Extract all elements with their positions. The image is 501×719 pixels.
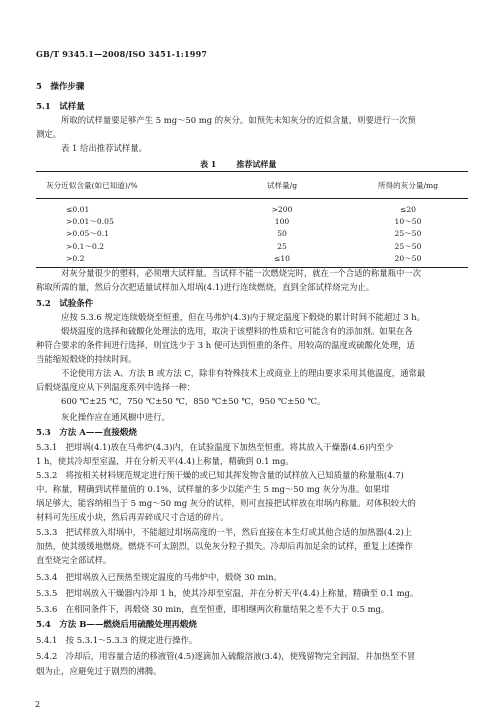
section-5-1-title: 5.1 试样量 bbox=[36, 102, 85, 112]
standard-header: GB/T 9345.1—2008/ISO 3451-1:1997 bbox=[36, 49, 208, 59]
table-row bbox=[36, 240, 468, 252]
table-number: 表 1 bbox=[200, 159, 217, 169]
column-header: 所得的灰分量/mg bbox=[348, 172, 468, 199]
table-cell: >200 bbox=[271, 204, 293, 214]
section-5-3-title: 5.3 方法 A——直接煅烧 bbox=[36, 428, 137, 438]
table-cell: >0.2 bbox=[36, 253, 216, 268]
column-header: 灰分近似含量(如已知道)/% bbox=[36, 172, 216, 199]
table-cell: >0.01～0.05 bbox=[66, 217, 114, 227]
column-header: 试样量/g bbox=[216, 172, 348, 199]
paragraph: 应按 5.3.6 规定连续煅烧至恒重，但在马弗炉(4.3)内于规定温度下煅烧的累计时间不能超过 3 h。 bbox=[61, 312, 426, 322]
paragraph: 当能缩短煅烧的持续时间。 bbox=[36, 354, 137, 364]
section-5-2-title: 5.2 试验条件 bbox=[36, 299, 94, 309]
table-cell: 10～50 bbox=[394, 217, 422, 227]
paragraph: 称取所需的量，然后分次把适量试样加入坩埚(4.1)进行连续燃烧，直到全部试样烧完为止。 bbox=[36, 282, 375, 292]
clause-5-3-6: 5.3.6 在相同条件下，再煅烧 30 min，直至恒重，即相继两次称量结果之差不大于 0.5 mg。 bbox=[36, 604, 390, 614]
table-caption bbox=[200, 159, 296, 170]
clause-5-3-4: 5.3.4 把坩埚放入已预热至规定温度的马弗炉中，煅烧 30 min。 bbox=[36, 572, 282, 582]
page-number: 2 bbox=[35, 700, 41, 709]
table-cell: 50 bbox=[277, 229, 287, 239]
paragraph: 灰化操作应在通风橱中进行。 bbox=[61, 412, 170, 422]
table-cell: 25 bbox=[277, 241, 287, 251]
paragraph: 煅烧温度的选择和硫酸化处理法的选用，取决于该塑料的性质和它可能含有的添加剂。如果在各 bbox=[61, 326, 413, 336]
paragraph: 中。称量，精确到试样量值的 0.1%，试样量的多少以能产生 5 mg～50 mg 灰分为准。如果坩 bbox=[36, 484, 390, 494]
paragraph: 对灰分量很少的塑料，必须增大试样量。当试样不能一次燃烧完时，就在一个合适的称量瓶中一次 bbox=[61, 268, 422, 278]
paragraph: 烟为止，应避免过于剧烈的沸腾。 bbox=[36, 666, 162, 676]
clause-5-4-2: 5.4.2 冷却后，用容量合适的移液管(4.5)逐滴加入硫酸溶液(3.4)，使残留物完全润湿，并加热至不冒 bbox=[36, 651, 416, 661]
paragraph: 直至烧完全部试样。 bbox=[36, 555, 112, 565]
paragraph: 表 1 给出推荐试样量。 bbox=[61, 143, 148, 153]
paragraph: 材料可先压成小块，然后再弄碎成尺寸合适的碎片。 bbox=[36, 512, 229, 522]
table-row bbox=[36, 199, 468, 216]
table-cell: ≤10 bbox=[216, 253, 348, 268]
table-title: 推荐试样量 bbox=[236, 159, 277, 169]
clause-5-3-5: 5.3.5 把坩埚放入干燥器内冷却 1 h，使其冷却至室温，并在分析天平(4.4)上称量，精确至 0.1 mg。 bbox=[36, 588, 419, 598]
paragraph: 测定。 bbox=[36, 129, 62, 139]
section-5-4-title: 5.4 方法 B——燃烧后用硫酸处理再煅烧 bbox=[36, 620, 197, 630]
table-cell: 20～50 bbox=[348, 253, 468, 268]
clause-5-3-1: 5.3.1 把坩埚(4.1)放在马弗炉(4.3)内，在试验温度下加热至恒重。将其放入干燥器(4.6)内至少 bbox=[36, 442, 394, 452]
paragraph: 不论使用方法 A、方法 B 或方法 C，除非有特殊技术上或商业上的理由要求采用其他温度，通常最 bbox=[61, 368, 426, 378]
table-cell: 25～50 bbox=[394, 241, 422, 251]
paragraph: 后煅烧温度应从下列温度系列中选择一种： bbox=[36, 382, 196, 392]
table-cell: ≤20 bbox=[399, 204, 417, 214]
paragraph: 埚足够大，能容纳相当于 5 mg～50 mg 灰分的试样，则可直接把试样放在坩埚内称量。对体积较大的 bbox=[36, 498, 416, 508]
table-row bbox=[36, 228, 468, 240]
paragraph: 加热，使其缓缓地燃烧。燃烧不可太剧烈，以免灰分粒子损失。冷却后再加足余的试样，重复上述操作 bbox=[36, 541, 413, 551]
recommended-sample-table bbox=[36, 171, 468, 268]
clause-5-4-1: 5.4.1 按 5.3.1～5.3.3 的规定进行操作。 bbox=[36, 635, 198, 645]
paragraph: 所取的试样量要足够产生 5 mg～50 mg 的灰分。如预先未知灰分的近似含量，则要进行一次预 bbox=[61, 115, 416, 125]
table-cell: 100 bbox=[274, 217, 290, 227]
clause-5-3-2: 5.3.2 将按相关材料规范规定进行预干燥的或已知其挥发物含量的试样放入已知质量的称量瓶(4.7) bbox=[36, 470, 404, 480]
table-header-row bbox=[36, 172, 468, 199]
paragraph: 种符合要求的条件间进行选择，则宜选少于 3 h 便可达到恒重的条件。用较高的温度或硫酸化处理，适 bbox=[36, 340, 415, 350]
table-cell: ≤0.01 bbox=[66, 204, 90, 214]
temperature-series: 600 ℃±25 ℃，750 ℃±50 ℃，850 ℃±50 ℃，950 ℃±50 ℃。 bbox=[61, 396, 326, 406]
section-5-title: 5 操作步骤 bbox=[36, 82, 85, 92]
clause-5-3-3: 5.3.3 把试样放入坩埚中，不能超过坩埚高度的一半，然后直接在本生灯或其他合适的加热器(4.2)上 bbox=[36, 527, 413, 537]
paragraph: 1 h，使其冷却至室温，并在分析天平(4.4)上称量，精确到 0.1 mg。 bbox=[36, 456, 294, 466]
table-cell: >0.05～0.1 bbox=[66, 229, 109, 239]
table-row bbox=[36, 215, 468, 227]
table-cell: >0.1～0.2 bbox=[66, 241, 105, 251]
table-cell: 25～50 bbox=[394, 229, 422, 239]
